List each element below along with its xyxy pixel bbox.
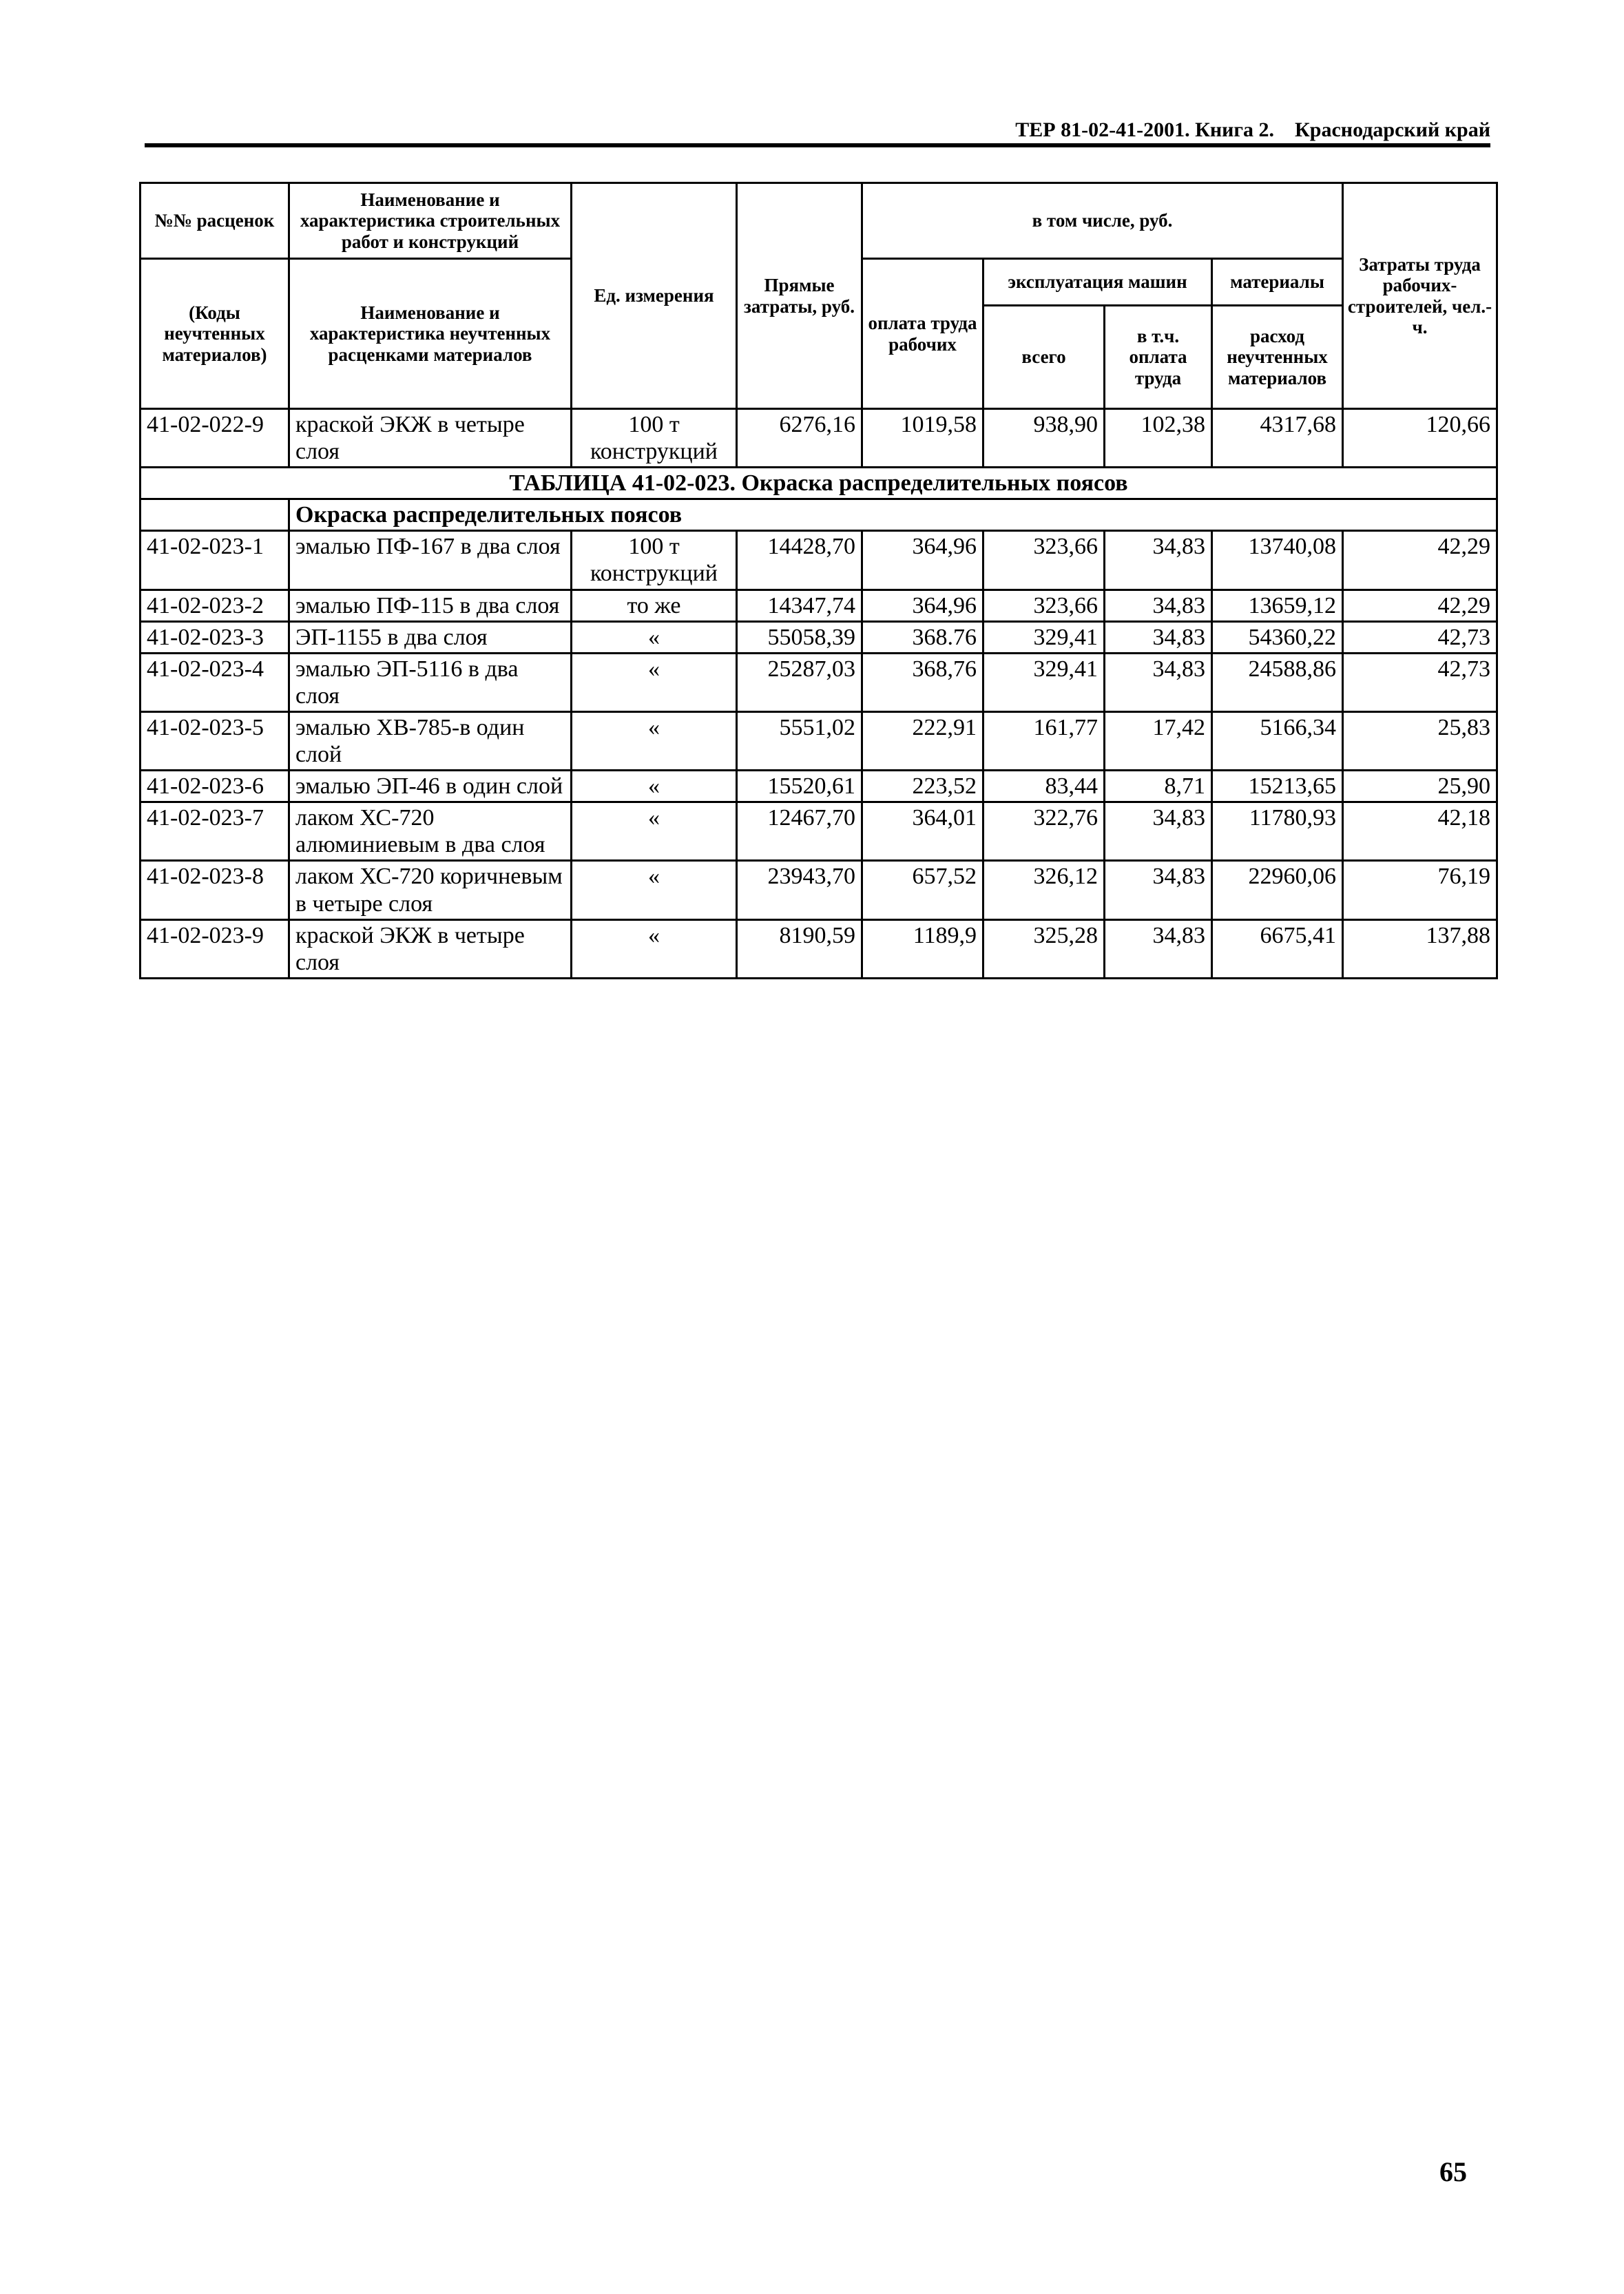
materials: 24588,86 <box>1212 653 1343 711</box>
unit: « <box>572 621 737 653</box>
direct-costs: 5551,02 <box>737 711 862 770</box>
worker-hours: 42,29 <box>1343 531 1497 590</box>
col-code-header: №№ расценок <box>140 183 289 259</box>
table-row <box>140 531 1497 590</box>
col-machine-total-header: всего <box>983 306 1105 409</box>
table-row <box>140 409 1497 468</box>
worker-hours: 137,88 <box>1343 919 1497 978</box>
direct-costs: 23943,70 <box>737 861 862 919</box>
machine-labor: 34,83 <box>1105 531 1212 590</box>
unit: 100 т конструкций <box>572 531 737 590</box>
direct-costs: 14347,74 <box>737 590 862 621</box>
table-title: ТАБЛИЦА 41-02-023. Окраска распределительных поясов <box>140 468 1497 499</box>
machine-labor: 17,42 <box>1105 711 1212 770</box>
col-labor-header: оплата труда рабочих <box>862 259 983 409</box>
machine-total: 329,41 <box>983 621 1105 653</box>
labor-pay: 368,76 <box>862 653 983 711</box>
machine-total: 323,66 <box>983 531 1105 590</box>
materials: 22960,06 <box>1212 861 1343 919</box>
labor-pay: 1189,9 <box>862 919 983 978</box>
direct-costs: 15520,61 <box>737 771 862 802</box>
machine-labor: 34,83 <box>1105 621 1212 653</box>
work-name: краской ЭКЖ в четыре слоя <box>289 409 572 468</box>
table-row <box>140 711 1497 770</box>
work-name: ЭП-1155 в два слоя <box>289 621 572 653</box>
unit: « <box>572 653 737 711</box>
worker-hours: 42,18 <box>1343 802 1497 861</box>
col-materials-sub-header: расход неучтенных материалов <box>1212 306 1343 409</box>
machine-labor: 34,83 <box>1105 590 1212 621</box>
labor-pay: 1019,58 <box>862 409 983 468</box>
col-machine-labor-header: в т.ч. оплата труда <box>1105 306 1212 409</box>
rate-code: 41-02-023-3 <box>140 621 289 653</box>
direct-costs: 14428,70 <box>737 531 862 590</box>
section-row <box>140 499 1497 531</box>
table-row <box>140 653 1497 711</box>
table-row <box>140 621 1497 653</box>
rate-code: 41-02-023-6 <box>140 771 289 802</box>
machine-total: 323,66 <box>983 590 1105 621</box>
table-row <box>140 590 1497 621</box>
rate-code: 41-02-022-9 <box>140 409 289 468</box>
rate-code: 41-02-023-8 <box>140 861 289 919</box>
work-name: лаком ХС-720 коричневым в четыре слоя <box>289 861 572 919</box>
work-name: эмалью ПФ-115 в два слоя <box>289 590 572 621</box>
materials: 54360,22 <box>1212 621 1343 653</box>
machine-labor: 8,71 <box>1105 771 1212 802</box>
table-row <box>140 861 1497 919</box>
direct-costs: 12467,70 <box>737 802 862 861</box>
table-row <box>140 771 1497 802</box>
table-row <box>140 802 1497 861</box>
col-unit-header: Ед. измерения <box>572 183 737 409</box>
col-name-subheader: Наименование и характеристика неучтенных расценками материалов <box>289 259 572 409</box>
col-hours-header: Затраты труда рабочих-строителей, чел.-ч. <box>1343 183 1497 409</box>
labor-pay: 222,91 <box>862 711 983 770</box>
col-name-header: Наименование и характеристика строительных работ и конструкций <box>289 183 572 259</box>
header-rule <box>145 143 1490 147</box>
section-label: Окраска распределительных поясов <box>289 499 1497 531</box>
rate-code: 41-02-023-1 <box>140 531 289 590</box>
machine-labor: 34,83 <box>1105 919 1212 978</box>
unit: « <box>572 919 737 978</box>
work-name: эмалью ХВ-785-в один слой <box>289 711 572 770</box>
unit: то же <box>572 590 737 621</box>
rate-code: 41-02-023-4 <box>140 653 289 711</box>
col-materials-header: материалы <box>1212 259 1343 306</box>
machine-total: 83,44 <box>983 771 1105 802</box>
unit: « <box>572 861 737 919</box>
work-name: краской ЭКЖ в четыре слоя <box>289 919 572 978</box>
worker-hours: 42,29 <box>1343 590 1497 621</box>
unit: « <box>572 771 737 802</box>
rate-code: 41-02-023-9 <box>140 919 289 978</box>
direct-costs: 55058,39 <box>737 621 862 653</box>
page-number: 65 <box>1439 2156 1467 2187</box>
materials: 15213,65 <box>1212 771 1343 802</box>
machine-total: 938,90 <box>983 409 1105 468</box>
direct-costs: 8190,59 <box>737 919 862 978</box>
labor-pay: 364,01 <box>862 802 983 861</box>
machine-total: 161,77 <box>983 711 1105 770</box>
labor-pay: 368.76 <box>862 621 983 653</box>
machine-labor: 34,83 <box>1105 861 1212 919</box>
running-header <box>145 118 1490 142</box>
machine-labor: 34,83 <box>1105 802 1212 861</box>
unit: « <box>572 711 737 770</box>
col-code-subheader: (Коды неучтенных материалов) <box>140 259 289 409</box>
worker-hours: 25,90 <box>1343 771 1497 802</box>
table-row <box>140 919 1497 978</box>
machine-labor: 34,83 <box>1105 653 1212 711</box>
direct-costs: 6276,16 <box>737 409 862 468</box>
materials: 4317,68 <box>1212 409 1343 468</box>
materials: 13659,12 <box>1212 590 1343 621</box>
materials: 11780,93 <box>1212 802 1343 861</box>
table-title-row <box>140 468 1497 499</box>
worker-hours: 42,73 <box>1343 621 1497 653</box>
doc-reference: ТЕР 81-02-41-2001. Книга 2. <box>1015 118 1275 141</box>
section-blank-cell <box>140 499 289 531</box>
worker-hours: 120,66 <box>1343 409 1497 468</box>
work-name: эмалью ЭП-5116 в два слоя <box>289 653 572 711</box>
col-machines-header: эксплуатация машин <box>983 259 1212 306</box>
col-including-header: в том числе, руб. <box>862 183 1343 259</box>
labor-pay: 223,52 <box>862 771 983 802</box>
materials: 5166,34 <box>1212 711 1343 770</box>
rate-code: 41-02-023-5 <box>140 711 289 770</box>
materials: 6675,41 <box>1212 919 1343 978</box>
machine-labor: 102,38 <box>1105 409 1212 468</box>
labor-pay: 364,96 <box>862 531 983 590</box>
machine-total: 326,12 <box>983 861 1105 919</box>
machine-total: 322,76 <box>983 802 1105 861</box>
region-label: Краснодарский край <box>1295 118 1490 141</box>
rate-code: 41-02-023-7 <box>140 802 289 861</box>
labor-pay: 657,52 <box>862 861 983 919</box>
worker-hours: 25,83 <box>1343 711 1497 770</box>
machine-total: 329,41 <box>983 653 1105 711</box>
worker-hours: 76,19 <box>1343 861 1497 919</box>
direct-costs: 25287,03 <box>737 653 862 711</box>
labor-pay: 364,96 <box>862 590 983 621</box>
rates-table <box>139 182 1498 979</box>
work-name: эмалью ЭП-46 в один слой <box>289 771 572 802</box>
work-name: лаком ХС-720 алюминиевым в два слоя <box>289 802 572 861</box>
machine-total: 325,28 <box>983 919 1105 978</box>
materials: 13740,08 <box>1212 531 1343 590</box>
col-direct-header: Прямые затраты, руб. <box>737 183 862 409</box>
work-name: эмалью ПФ-167 в два слоя <box>289 531 572 590</box>
unit: « <box>572 802 737 861</box>
worker-hours: 42,73 <box>1343 653 1497 711</box>
header-row-1 <box>140 183 1497 259</box>
rate-code: 41-02-023-2 <box>140 590 289 621</box>
unit: 100 т конструкций <box>572 409 737 468</box>
